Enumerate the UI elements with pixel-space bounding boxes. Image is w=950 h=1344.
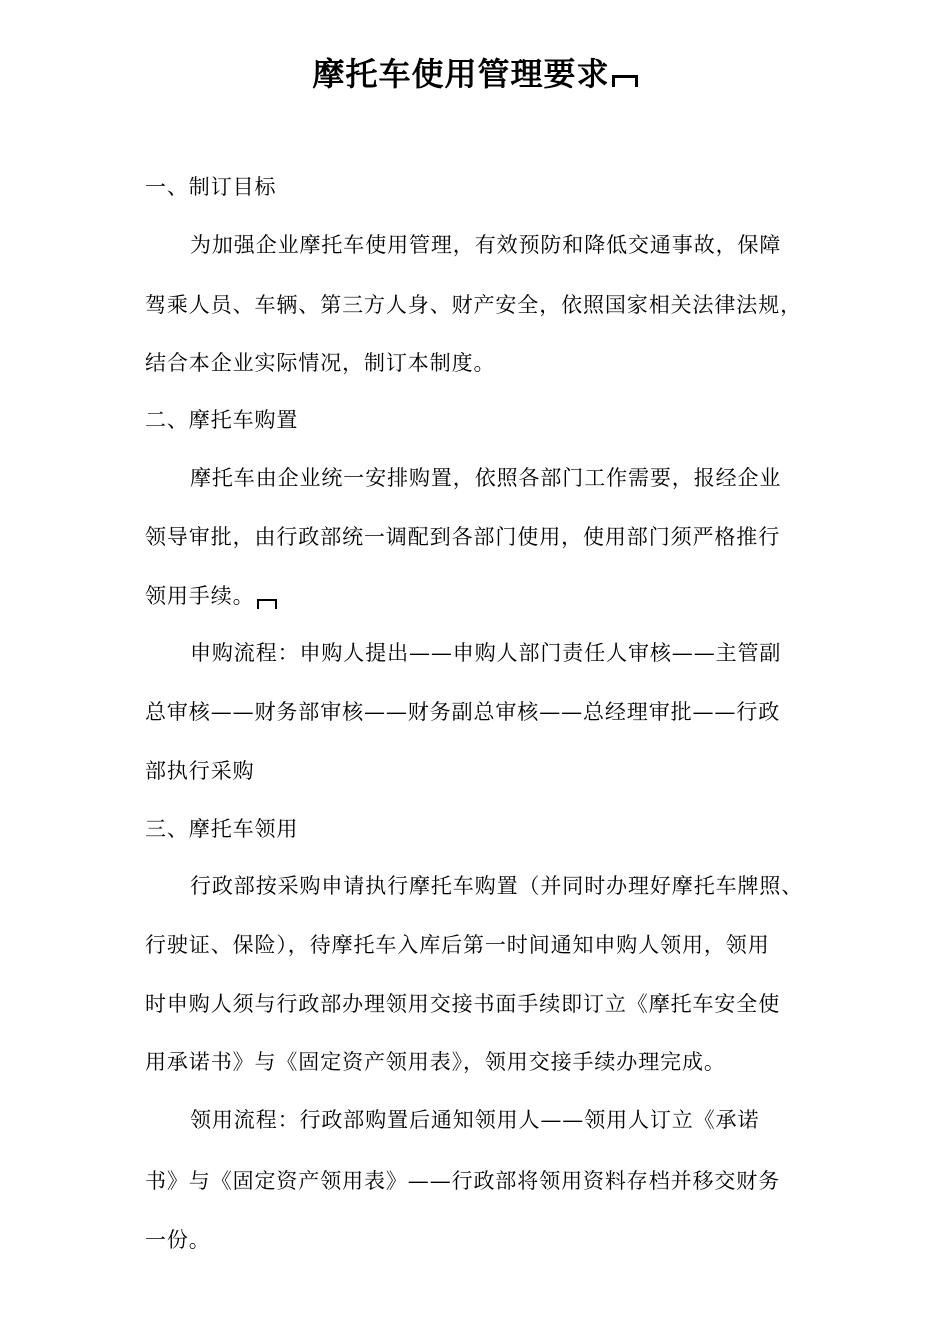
paragraph-line: 领导审批，由行政部统一调配到各部门使用，使用部门须严格推行	[145, 525, 781, 549]
paragraph-line: 结合本企业实际情况，制订本制度。	[145, 351, 496, 375]
procedure-line: 总审核——财务部审核——财务副总审核——总经理审批——行政	[145, 700, 781, 724]
procedure-line: 领用流程：行政部购置后通知领用人——领用人订立《承诺	[190, 1108, 760, 1132]
paragraph-line: 行政部按采购申请执行摩托车购置（并同时办理好摩托车牌照、	[190, 874, 804, 898]
paragraph-line: 领用手续。	[145, 584, 255, 608]
section-heading-2: 二、摩托车购置	[145, 408, 299, 432]
procedure-line: 部执行采购	[145, 759, 255, 783]
paragraph-line: 为加强企业摩托车使用管理，有效预防和降低交通事故，保障	[190, 233, 782, 257]
paragraph-line: 行驶证、保险），待摩托车入库后第一时间通知申购人领用，领用	[145, 933, 770, 957]
paragraph-line: 驾乘人员、车辆、第三方人身、财产安全，依照国家相关法律法规，	[145, 293, 802, 317]
paragraph-line: 摩托车由企业统一安排购置，依照各部门工作需要，报经企业	[190, 466, 782, 490]
document-title: 摩托车使用管理要求	[312, 55, 610, 93]
title-mark-icon	[612, 75, 638, 87]
procedure-line: 一份。	[145, 1228, 211, 1252]
procedure-line: 书》与《固定资产领用表》——行政部将领用资料存档并移交财务	[145, 1169, 781, 1193]
paragraph-line: 用承诺书》与《固定资产领用表》，领用交接手续办理完成。	[145, 1050, 726, 1074]
section-heading-3: 三、摩托车领用	[145, 817, 299, 841]
paragraph-line: 时申购人须与行政部办理领用交接书面手续即订立《摩托车安全使	[145, 992, 781, 1016]
paragraph-line-row	[145, 581, 277, 611]
document-title-row	[0, 52, 950, 96]
procedure-line: 申购流程：申购人提出——申购人部门责任人审核——主管副	[190, 641, 782, 665]
line-mark-icon	[257, 599, 277, 609]
section-heading-1: 一、制订目标	[145, 175, 277, 199]
